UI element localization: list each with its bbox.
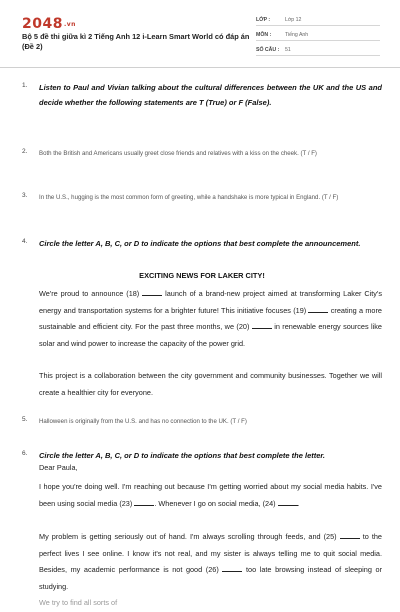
- meta-label: SỐ CÂU :: [256, 47, 280, 53]
- document-title: Bộ 5 đề thi giữa kì 2 Tiếng Anh 12 i-Learn Smart World có đáp án (Đề 2): [22, 32, 250, 51]
- answer-blank-20[interactable]: [252, 321, 272, 329]
- site-logo[interactable]: 2048.vn: [22, 16, 76, 32]
- question-instruction: Circle the letter A, B, C, or D to indicate the options that best complete the letter.: [39, 451, 326, 460]
- passage-title: EXCITING NEWS FOR LAKER CITY!: [139, 271, 265, 280]
- question-statement: Both the British and Americans usually greet close friends and relatives with a kiss on the cheek. (T / F): [39, 150, 317, 157]
- passage-paragraph: This project is a collaboration between the city government and community businesses. Together we will create a healthier city for everyone.: [39, 371, 382, 397]
- question-instruction: Circle the letter A, B, C, or D to indicate the options that best complete the announcement.: [39, 239, 361, 248]
- question-2: [22, 148, 382, 172]
- question-number: 2.: [22, 148, 28, 155]
- letter-paragraph: I hope you're doing well. I'm reaching out because I'm getting worried about my social media habits. I've been using social media (23) . Whenever I go on social media, (24) .: [39, 482, 382, 508]
- question-3: [22, 192, 382, 216]
- question-number: 1.: [22, 82, 28, 89]
- meta-value: 51: [285, 47, 291, 53]
- question-4: [22, 236, 382, 401]
- letter-greeting: Dear Paula,: [39, 463, 78, 472]
- answer-blank-19[interactable]: [308, 305, 328, 313]
- meta-value: Lớp 12: [285, 17, 302, 23]
- question-number: 6.: [22, 450, 28, 457]
- meta-class: [256, 14, 380, 26]
- answer-blank-23[interactable]: [134, 498, 154, 506]
- meta-label: MÔN :: [256, 32, 272, 38]
- answer-blank-26[interactable]: [222, 564, 242, 572]
- passage-paragraph: We're proud to announce (18) launch of a brand-new project aimed at transforming Laker City's energy and transportation systems for a brighter future! This initiative focuses (19) creating a more sustainable and efficient city. For the past three months, we (20) in renewable energy sources like solar and wind power to increase the capacity of the power grid.: [39, 289, 382, 348]
- answer-blank-18[interactable]: [142, 288, 162, 296]
- question-number: 3.: [22, 192, 28, 199]
- question-number: 4.: [22, 238, 28, 245]
- question-6: [22, 448, 383, 607]
- letter-paragraph: My problem is getting seriously out of hand. I'm always scrolling through feeds, and (25) to the perfect lives I see online. I know it's not real, and my sister is always telling me to quit social media. Besides, my academic performance is not good (26) too late browsing instead of sleeping or studying.: [39, 532, 383, 591]
- question-5: [22, 416, 382, 430]
- question-statement: Halloween is originally from the U.S. and has no connection to the UK. (T / F): [39, 418, 247, 425]
- meta-subject: [256, 29, 380, 41]
- question-number: 5.: [22, 416, 28, 423]
- letter-paragraph-cut: We try to find all sorts of: [39, 598, 118, 607]
- answer-blank-25[interactable]: [340, 531, 360, 539]
- question-instruction: Listen to Paul and Vivian talking about the cultural differences between the UK and the US and decide whether the following statements are T (True) or F (False).: [39, 83, 382, 107]
- meta-label: LỚP :: [256, 17, 271, 23]
- question-statement: In the U.S., hugging is the most common form of greeting, while a handshake is more typical in England. (T / F): [39, 194, 339, 201]
- meta-question-count: [256, 44, 380, 56]
- header-divider: [0, 67, 400, 68]
- document-header: [0, 0, 400, 64]
- question-1: [22, 80, 382, 112]
- answer-blank-24[interactable]: [278, 498, 298, 506]
- meta-value: Tiếng Anh: [285, 32, 309, 38]
